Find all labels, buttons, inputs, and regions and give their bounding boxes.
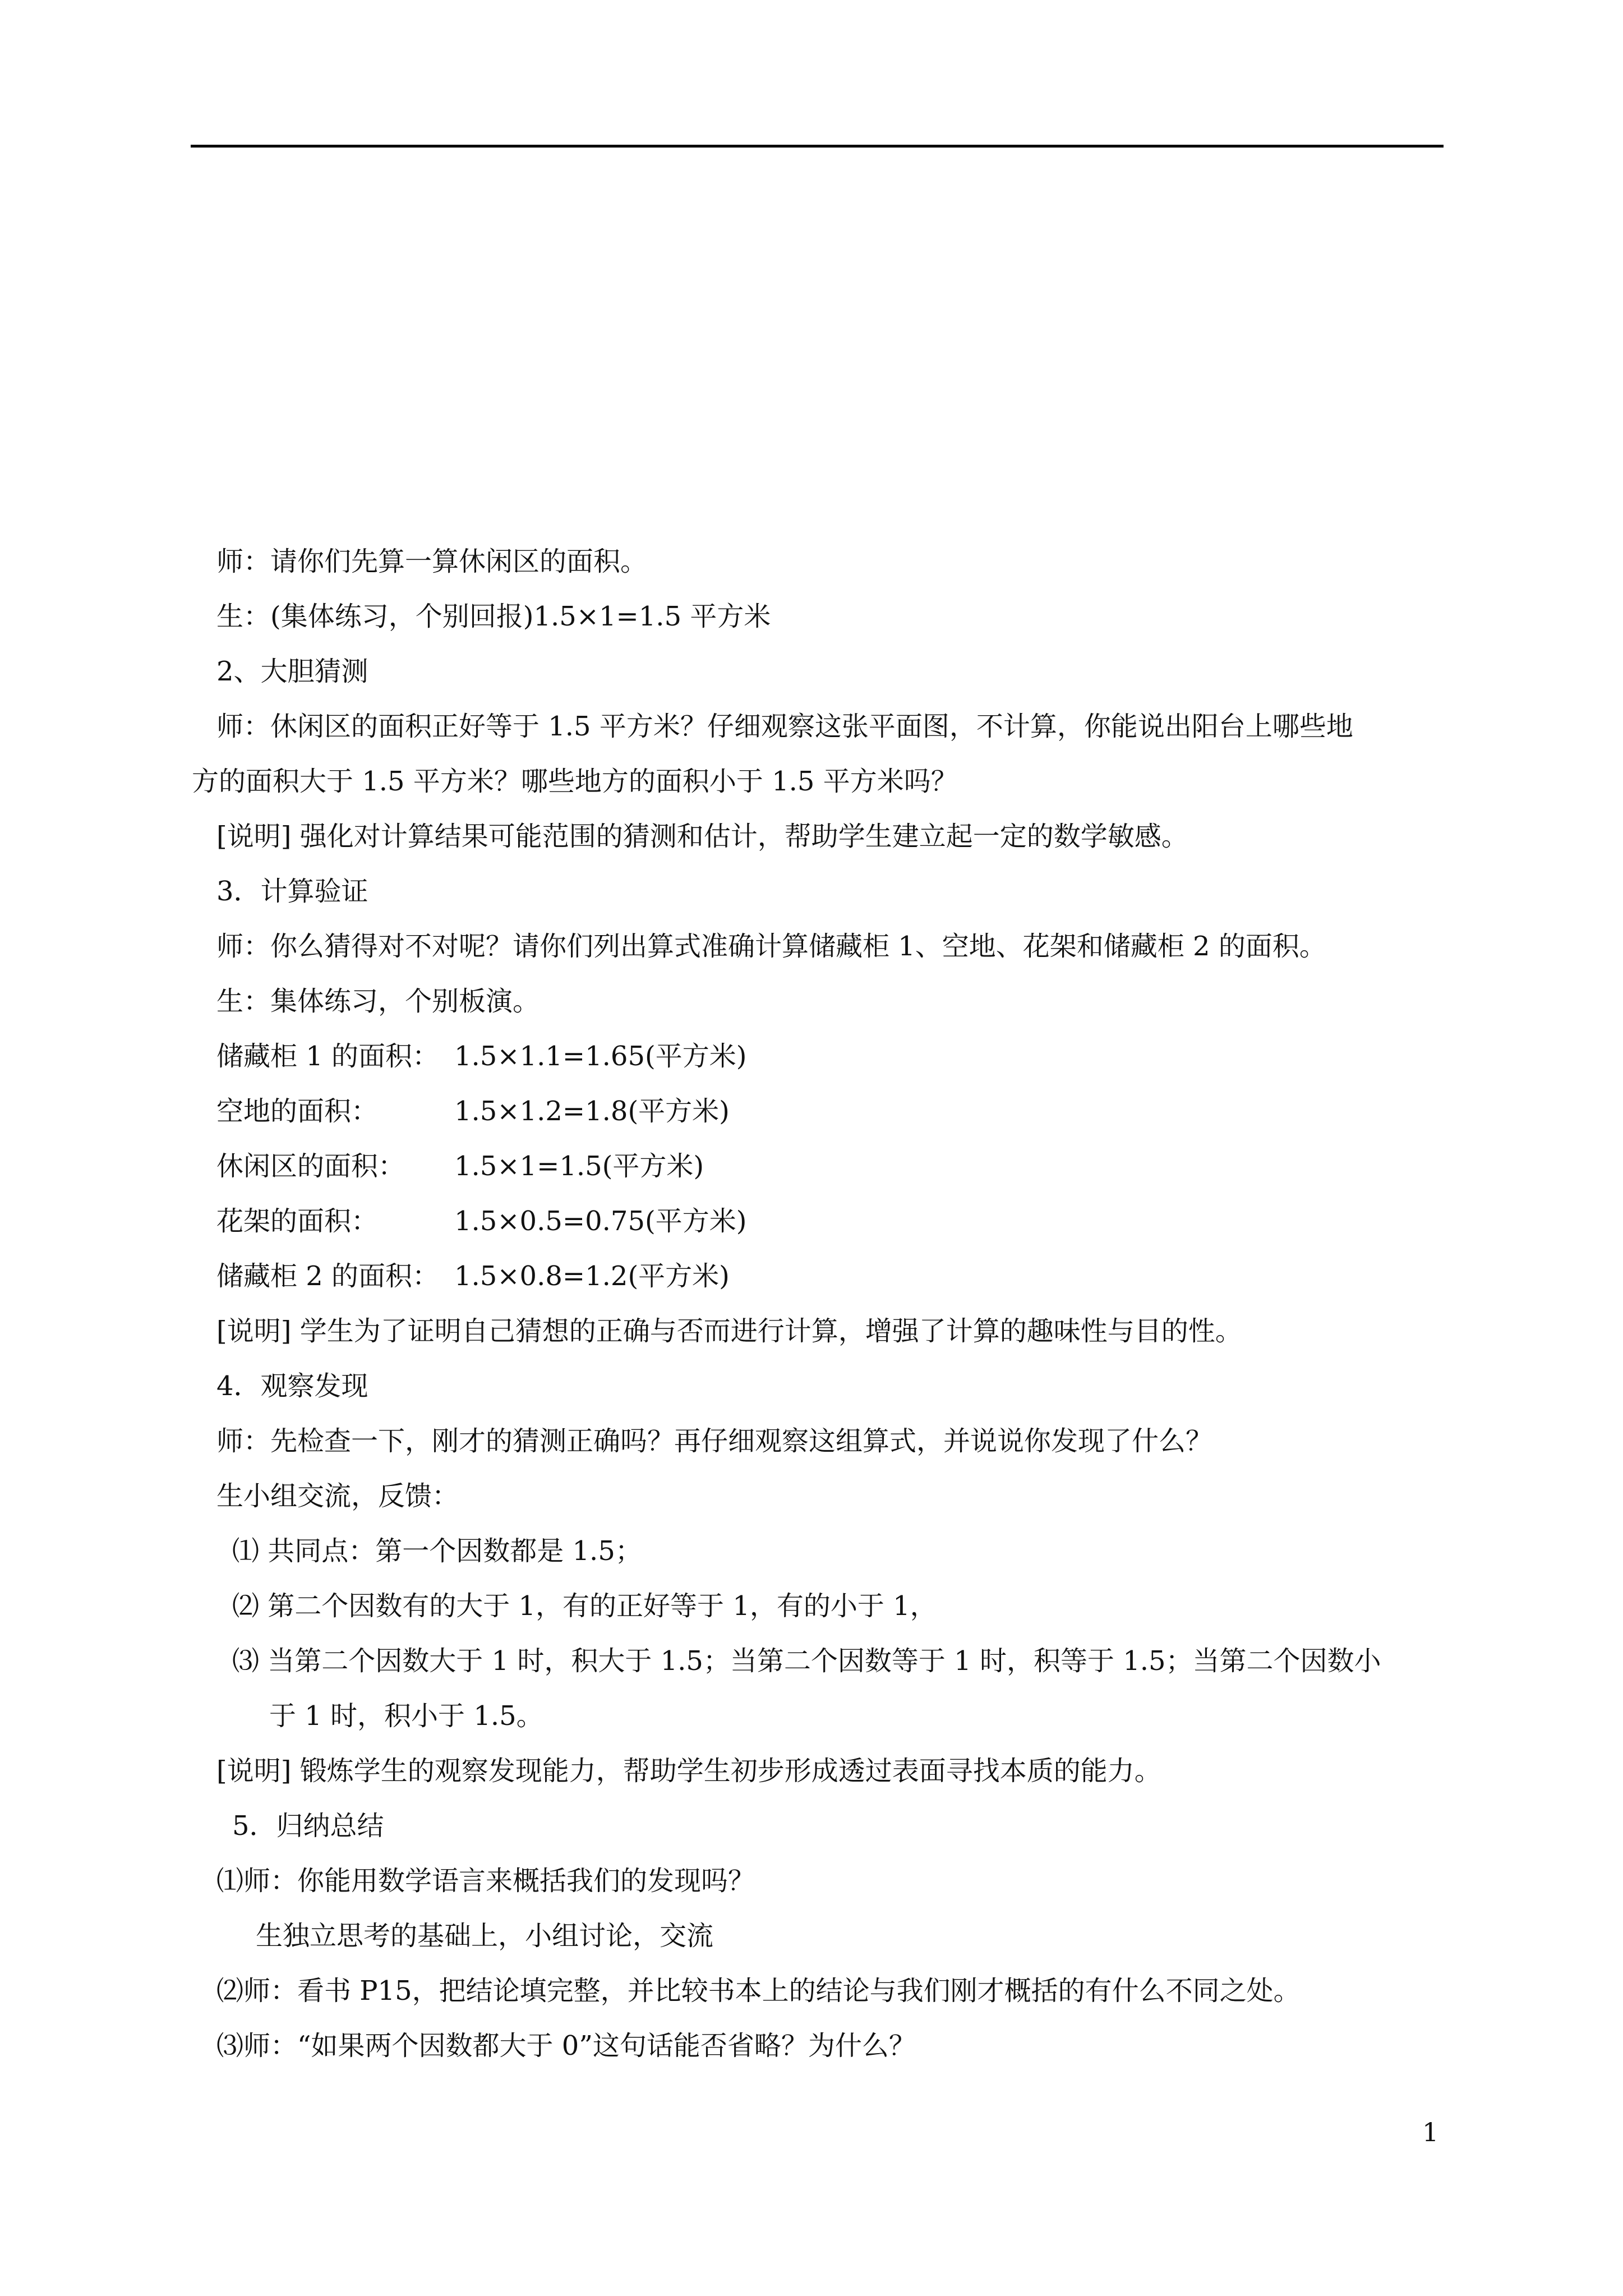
text-line: 生独立思考的基础上，小组讨论，交流: [256, 1920, 714, 1952]
section-heading: 4．观察发现: [216, 1370, 368, 1402]
text-line: 师：休闲区的面积正好等于 1.5 平方米？仔细观察这张平面图，不计算，你能说出阳台上哪些地: [216, 711, 1353, 742]
calc-row: [216, 1084, 1445, 1139]
calc-label: 储藏柜 2 的面积：: [216, 1260, 440, 1292]
list-item: ⑵师：看书 P15，把结论填完整，并比较书本上的结论与我们刚才概括的有什么不同之处。: [216, 1975, 1301, 2007]
text-line: 方的面积大于 1.5 平方米？哪些地方的面积小于 1.5 平方米吗？: [192, 766, 958, 797]
section-heading: 2、大胆猜测: [216, 656, 368, 687]
calc-formula: 1.5×1.2=1.8(平方米): [454, 1096, 730, 1127]
text-line: 生：集体练习，个别板演。: [216, 986, 540, 1017]
list-item: ⑴师：你能用数学语言来概括我们的发现吗？: [216, 1865, 755, 1897]
note-line: [说明] 学生为了证明自己猜想的正确与否而进行计算，增强了计算的趣味性与目的性。: [216, 1315, 1242, 1347]
list-item: ⑵ 第二个因数有的大于 1，有的正好等于 1，有的小于 1，: [232, 1590, 937, 1622]
text-line: 生小组交流，反馈：: [216, 1480, 459, 1512]
calc-row: [216, 1249, 1445, 1304]
section-heading: 3．计算验证: [216, 876, 368, 907]
note-line: [说明] 锻炼学生的观察发现能力，帮助学生初步形成透过表面寻找本质的能力。: [216, 1755, 1161, 1787]
document-body: [192, 534, 1445, 2073]
calc-label: 花架的面积：: [216, 1205, 379, 1237]
calc-label: 空地的面积：: [216, 1096, 379, 1127]
text-line: 师：你么猜得对不对呢？请你们列出算式准确计算储藏柜 1、空地、花架和储藏柜 2 的面积。: [216, 931, 1326, 962]
calc-label: 休闲区的面积：: [216, 1151, 405, 1182]
list-item: ⑴ 共同点：第一个因数都是 1.5；: [232, 1535, 642, 1567]
text-line: 师：先检查一下，刚才的猜测正确吗？再仔细观察这组算式，并说说你发现了什么？: [216, 1425, 1213, 1457]
list-item-continuation: 于 1 时，积小于 1.5。: [269, 1700, 543, 1732]
calc-formula: 1.5×1=1.5(平方米): [454, 1151, 704, 1182]
list-item: ⑶师：“如果两个因数都大于 0”这句话能否省略？为什么？: [216, 2030, 916, 2062]
section-heading: 5．归纳总结: [232, 1810, 384, 1842]
note-line: [说明] 强化对计算结果可能范围的猜测和估计，帮助学生建立起一定的数学敏感。: [216, 821, 1188, 852]
text-line: 师：请你们先算一算休闲区的面积。: [216, 546, 648, 577]
calc-formula: 1.5×0.5=0.75(平方米): [454, 1205, 747, 1237]
list-item: ⑶ 当第二个因数大于 1 时，积大于 1.5；当第二个因数等于 1 时，积等于 1.5；当第二个因数小: [232, 1645, 1381, 1677]
calc-row: [216, 1029, 1445, 1084]
page-number: 1: [1422, 2117, 1439, 2147]
calc-row: [216, 1139, 1445, 1194]
calc-row: [216, 1194, 1445, 1249]
calc-formula: 1.5×0.8=1.2(平方米): [454, 1260, 730, 1292]
calc-label: 储藏柜 1 的面积：: [216, 1041, 440, 1072]
calc-formula: 1.5×1.1=1.65(平方米): [454, 1041, 747, 1072]
header-rule: [191, 145, 1444, 148]
text-line: 生：(集体练习，个别回报)1.5×1=1.5 平方米: [216, 601, 771, 632]
